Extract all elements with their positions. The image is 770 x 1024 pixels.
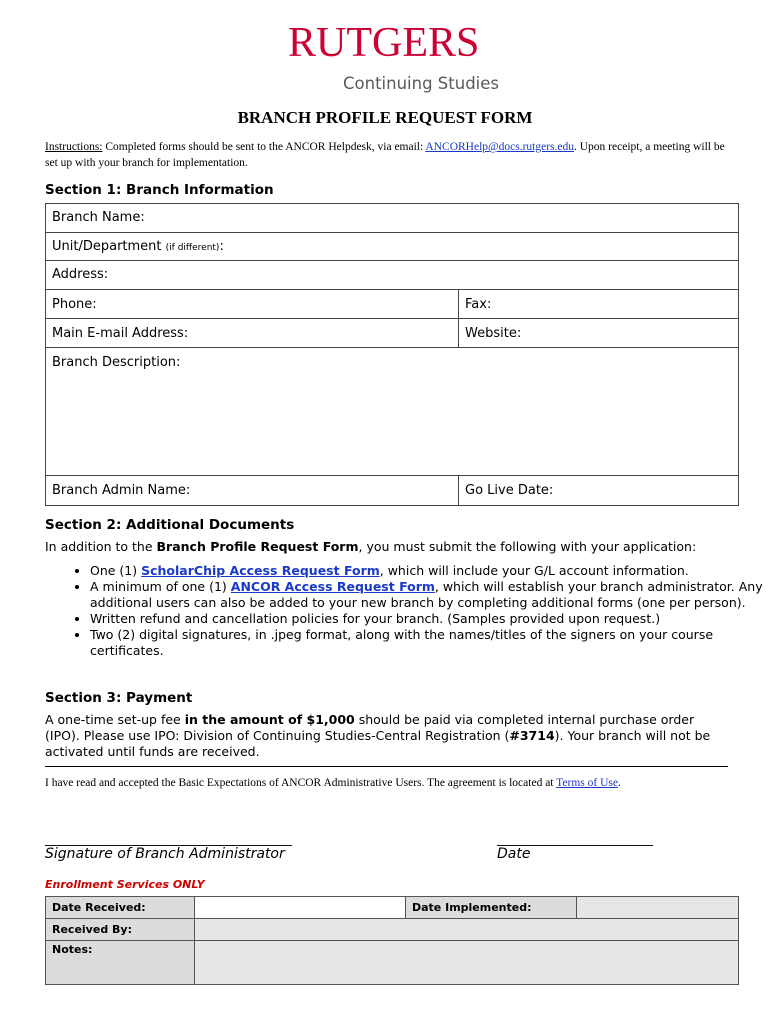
instructions-text-end: . Upon receipt, a meeting will be set up with your branch for implementation.	[45, 141, 725, 169]
date-implemented-label: Date Implemented:	[406, 897, 577, 919]
ipo-code: #3714	[509, 728, 555, 743]
intro-bold: Branch Profile Request Form	[156, 539, 359, 554]
payment-text: should be paid via completed internal purchase order (IPO). Please use IPO: Division of Continuing Studies-Central Registration (	[45, 712, 695, 743]
date-line[interactable]: ________________________	[497, 832, 653, 847]
acceptance-statement	[45, 777, 621, 789]
section2-heading: Section 2: Additional Documents	[45, 517, 295, 533]
website-field[interactable]	[459, 319, 739, 348]
terms-of-use-link[interactable]: Terms of Use	[556, 777, 618, 789]
description-label: Branch Description:	[52, 355, 181, 370]
date-received-field[interactable]	[195, 897, 406, 919]
received-by-label: Received By:	[46, 919, 195, 941]
acceptance-end: .	[617, 777, 621, 789]
unit-label: Unit/Department	[52, 239, 162, 254]
phone-label: Phone:	[52, 297, 97, 312]
admin-name-label: Branch Admin Name:	[52, 483, 191, 498]
unit-field[interactable]	[46, 233, 739, 261]
address-label: Address:	[52, 267, 109, 282]
date-label: Date	[497, 846, 531, 862]
date-implemented-field[interactable]	[577, 897, 739, 919]
go-live-label: Go Live Date:	[465, 483, 554, 498]
logo-subtitle: Continuing Studies	[343, 74, 500, 93]
list-item	[90, 627, 770, 659]
unit-colon: :	[219, 239, 224, 254]
logo-wordmark: RUTGERS	[288, 20, 480, 66]
payment-text: ). Your branch will not be activated until funds are received.	[45, 728, 711, 759]
item-text: A minimum of one (1)	[90, 579, 231, 594]
acceptance-text: I have read and accepted the Basic Expectations of ANCOR Administrative Users. The agreement is located at	[45, 777, 557, 789]
admin-name-field[interactable]	[46, 476, 459, 506]
instructions-label: Instructions:	[45, 141, 103, 153]
branch-info-table	[45, 203, 739, 506]
email-field[interactable]	[46, 319, 459, 348]
payment-amount: in the amount of $1,000	[184, 712, 355, 727]
fax-label: Fax:	[465, 297, 492, 312]
signature-line[interactable]: ______________________________________	[45, 832, 292, 847]
section3-heading: Section 3: Payment	[45, 690, 193, 706]
intro-text: In addition to the	[45, 539, 157, 554]
section1-heading: Section 1: Branch Information	[45, 182, 274, 198]
ancor-form-link[interactable]: ANCOR Access Request Form	[230, 579, 435, 594]
item-text: Written refund and cancellation policies for your branch. (Samples provided upon request.)	[90, 611, 661, 626]
list-item	[90, 611, 770, 627]
rutgers-logo	[288, 20, 488, 66]
branch-name-field[interactable]	[46, 204, 739, 233]
instructions-text: Completed forms should be sent to the ANCOR Helpdesk, via email:	[102, 141, 426, 153]
fax-field[interactable]	[459, 290, 739, 319]
instructions	[45, 139, 735, 171]
notes-label: Notes:	[46, 941, 195, 985]
item-text: , which will establish your branch administrator. Any additional users can also be added to your new branch by completing additional forms (one per person).	[90, 579, 763, 610]
date-received-label: Date Received:	[46, 897, 195, 919]
scholarchip-form-link[interactable]: ScholarChip Access Request Form	[141, 563, 380, 578]
go-live-field[interactable]	[459, 476, 739, 506]
item-text: , which will include your G/L account information.	[379, 563, 689, 578]
branch-name-label: Branch Name:	[52, 210, 145, 225]
documents-list	[45, 563, 770, 659]
intro-text-end: , you must submit the following with your application:	[358, 539, 697, 554]
payment-text: A one-time set-up fee	[45, 712, 185, 727]
notes-field[interactable]	[195, 941, 739, 985]
item-text: One (1)	[90, 563, 142, 578]
received-by-field[interactable]	[195, 919, 739, 941]
page-title: BRANCH PROFILE REQUEST FORM	[237, 108, 533, 127]
website-label: Website:	[465, 326, 522, 341]
list-item	[90, 579, 770, 611]
section2-intro	[45, 539, 696, 554]
divider	[45, 766, 728, 767]
unit-note: (if different)	[165, 243, 220, 253]
signature-label: Signature of Branch Administrator	[45, 846, 285, 862]
list-item	[90, 563, 770, 579]
enrollment-heading: Enrollment Services ONLY	[45, 878, 205, 891]
payment-paragraph	[45, 712, 725, 760]
email-label: Main E-mail Address:	[52, 326, 189, 341]
description-field[interactable]	[46, 348, 739, 476]
address-field[interactable]	[46, 261, 739, 290]
item-text: Two (2) digital signatures, in .jpeg format, along with the names/titles of the signers on your course certificates.	[90, 627, 714, 658]
helpdesk-email-link[interactable]: ANCORHelp@docs.rutgers.edu	[425, 141, 574, 153]
enrollment-table	[45, 896, 739, 985]
phone-field[interactable]	[46, 290, 459, 319]
